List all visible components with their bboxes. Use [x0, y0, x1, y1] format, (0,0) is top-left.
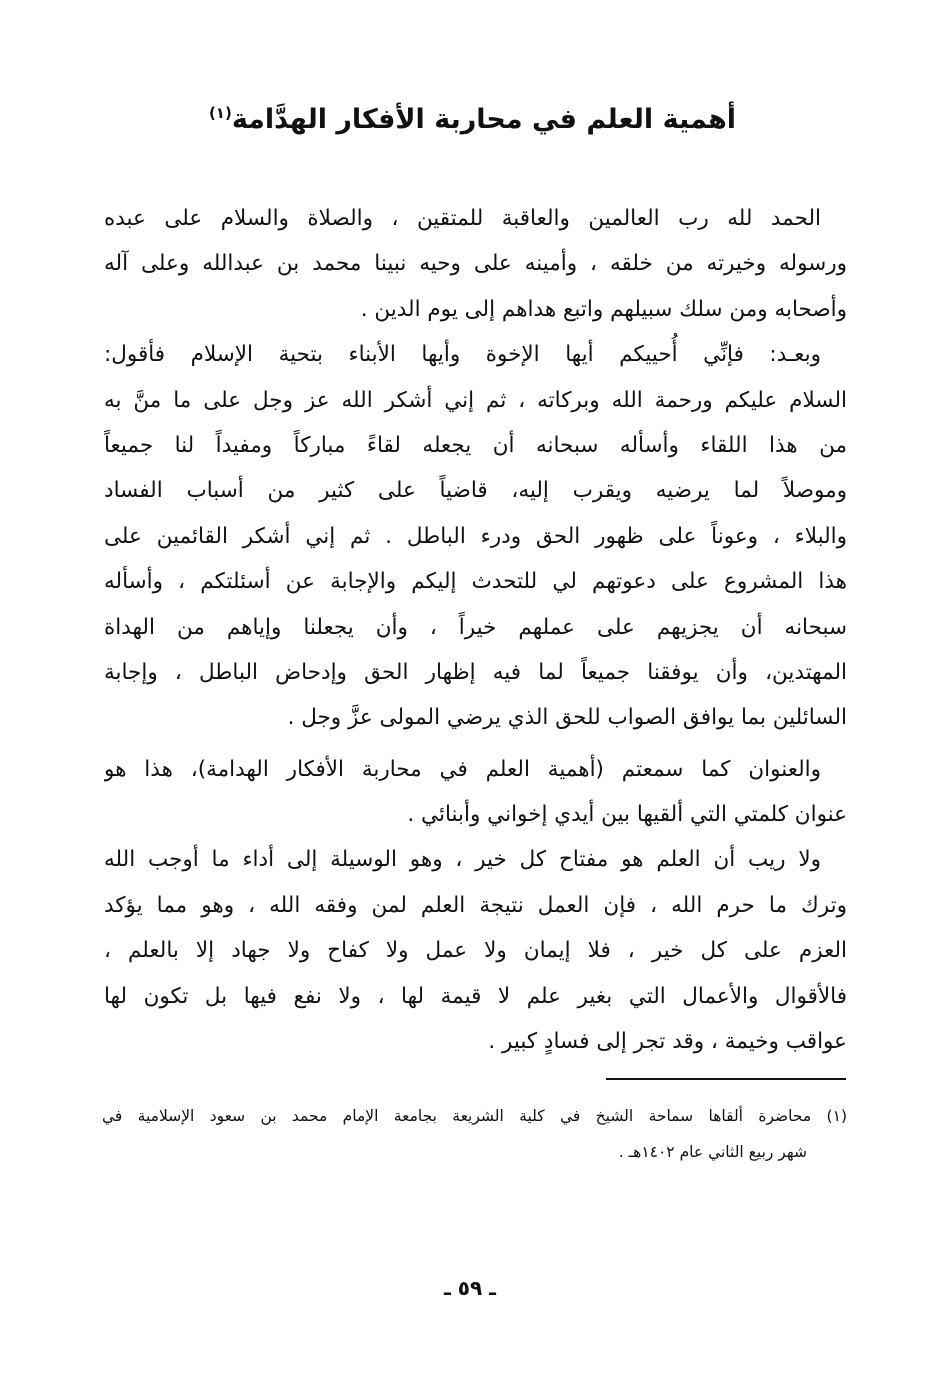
page-number: ـ ٥٩ ـ: [443, 1276, 497, 1300]
footnote-line: (١) محاضرة ألقاها سماحة الشيخ في كلية الشريعة بجامعة الإمام محمد بن سعود الإسلامية في: [102, 1107, 847, 1125]
text-line: والعنوان كما سمعتم (أهمية العلم في محاربة الأفكار الهدامة)، هذا هو: [104, 756, 821, 782]
text-line: العزم على كل خير ، فلا إيمان ولا عمل ولا كفاح ولا جهاد إلا بالعلم ،: [104, 938, 847, 964]
paragraph-4: [104, 837, 847, 1064]
text-line: ولا ريب أن العلم هو مفتاح كل خير ، وهو الوسيلة إلى أداء ما أوجب الله: [104, 847, 821, 873]
text-line: هذا المشروع على دعوتهم لي للتحدث إليكم والإجابة عن أسئلتكم ، وأسأله: [104, 569, 847, 595]
text-line: المهتدين، وأن يوفقنا جميعاً لما فيه إظهار الحق وإدحاض الباطل ، وإجابة: [104, 659, 847, 685]
text-line: السلام عليكم ورحمة الله وبركاته ، ثم إني أشكر الله عز وجل على ما منَّ به: [104, 387, 847, 413]
paragraph-1: [104, 196, 847, 332]
text-line: فالأقوال والأعمال التي بغير علم لا قيمة لها ، ولا نفع فيها بل تكون لها: [104, 983, 847, 1009]
text-line: ورسوله وخيرته من خلقه ، وأمينه على وحيه نبينا محمد بن عبدالله وعلى آله: [104, 251, 847, 277]
text-line: وموصلاً لما يرضيه ويقرب إليه، قاضياً على كثير من أسباب الفساد: [104, 478, 847, 504]
text-line: وبعـد: فإنِّي أُحييكم أيها الإخوة وأيها الأبناء بتحية الإسلام فأقول:: [104, 342, 821, 368]
text-line: والبلاء ، وعوناً على ظهور الحق ودرء الباطل . ثم إني أشكر القائمين على: [104, 523, 847, 549]
footnote-line: شهر ربيع الثاني عام ١٤٠٢هـ .: [618, 1143, 807, 1161]
footnote: [102, 1098, 847, 1170]
body-text: [104, 196, 847, 1064]
text-line: من هذا اللقاء وأسأله سبحانه أن يجعله لقاءً مباركاً ومفيداً لنا جميعاً: [104, 432, 847, 458]
text-line: الحمد لله رب العالمين والعاقبة للمتقين ، والصلاة والسلام على عبده: [104, 206, 821, 231]
page-title: [100, 100, 845, 140]
text-line: عنوان كلمتي التي ألقيها بين أيدي إخواني وأبنائي .: [407, 802, 847, 828]
page-title-text: أهمية العلم في محاربة الأفكار الهدَّامة: [231, 104, 737, 135]
text-line: عواقب وخيمة ، وقد تجر إلى فسادٍ كبير .: [488, 1029, 847, 1055]
paragraph-2: [104, 332, 847, 741]
paragraph-3: [104, 747, 847, 838]
text-line: وترك ما حرم الله ، فإن العمل نتيجة العلم لمن وفقه الله ، وهو مما يؤكد: [104, 892, 847, 918]
footnote-divider: [606, 1078, 846, 1080]
title-footnote-marker: (١): [208, 104, 232, 122]
text-line: سبحانه أن يجزيهم على عملهم خيراً ، وأن يجعلنا وإياهم من الهداة: [104, 614, 847, 640]
text-line: السائلين بما يوافق الصواب للحق الذي يرضي المولى عزَّ وجل .: [287, 705, 847, 731]
text-line: وأصحابه ومن سلك سبيلهم واتبع هداهم إلى يوم الدين .: [360, 296, 847, 322]
